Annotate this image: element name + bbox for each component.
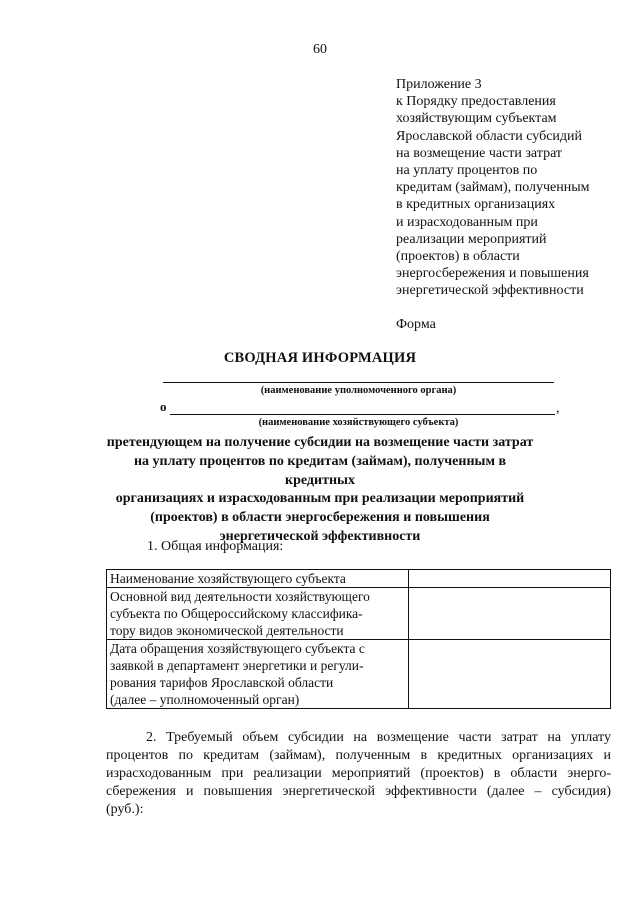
form-label: Форма: [396, 317, 436, 332]
entity-comma: ,: [556, 401, 560, 416]
section-2-paragraph: [106, 729, 611, 819]
table-cell-value: [409, 570, 611, 588]
cell-line: Наименование хозяйствующего субъекта: [110, 571, 346, 586]
authority-name-caption: (наименование уполномоченного органа): [260, 385, 457, 396]
appendix-line: (проектов) в области: [396, 249, 520, 265]
cell-line: тору видов экономической деятельности: [110, 623, 344, 638]
appendix-line: Приложение 3: [396, 77, 482, 92]
subtitle-line: на уплату процентов по кредитам (займам), полученным в кредитных: [133, 453, 507, 488]
cell-line: Дата обращения хозяйствующего субъекта с: [110, 641, 365, 656]
document-title: СВОДНАЯ ИНФОРМАЦИЯ: [223, 350, 417, 366]
cell-line: субъекта по Общероссийскому классифика-: [110, 606, 363, 621]
paragraph-line: израсходованным при реализации мероприятий (проектов) в области энерго-: [106, 766, 611, 781]
table-cell-value: [409, 640, 611, 709]
subtitle-line: претендующем на получение субсидии на возмещение части затрат: [106, 435, 534, 450]
paragraph-line: сбережения и повышения энергетической эффективности (далее – субсидия): [106, 784, 611, 799]
subtitle-line: организациях и израсходованным при реализации мероприятий: [115, 491, 525, 507]
document-subtitle: [104, 434, 536, 547]
appendix-line: энергосбережения и повышения: [396, 266, 589, 282]
appendix-line: хозяйствующим субъектам: [396, 111, 557, 127]
section-1-heading: 1. Общая информация:: [147, 539, 284, 554]
entity-name-caption: (наименование хозяйствующего субъекта): [258, 417, 459, 428]
table-cell-label: [107, 570, 409, 588]
entity-name-line: [170, 414, 555, 415]
cell-line: (далее – уполномоченный орган): [110, 692, 300, 707]
appendix-line: на уплату процентов по: [396, 163, 538, 179]
appendix-line: на возмещение части затрат: [396, 145, 563, 161]
appendix-line: в кредитных организациях: [396, 197, 556, 213]
appendix-line: к Порядку предоставления: [396, 94, 556, 110]
cell-line: заявкой в департамент энергетики и регули-: [110, 658, 364, 673]
general-info-table: [106, 569, 611, 709]
table-row: [107, 640, 611, 709]
table-row: [107, 588, 611, 640]
paragraph-line: процентов по кредитам (займам), полученным в кредитных организациях и: [106, 748, 611, 763]
subtitle-line: энергетической эффективности: [219, 528, 421, 544]
appendix-line: и израсходованным при: [396, 214, 538, 230]
paragraph-line: 2. Требуемый объем субсидии на возмещение части затрат на уплату: [146, 730, 611, 745]
appendix-line: кредитам (займам), полученным: [396, 180, 590, 196]
authority-name-line: [163, 382, 554, 383]
appendix-line: реализации мероприятий: [396, 231, 547, 247]
cell-line: Основной вид деятельности хозяйствующего: [110, 589, 370, 604]
paragraph-line: (руб.):: [106, 802, 144, 817]
table-row: [107, 570, 611, 588]
table-cell-value: [409, 588, 611, 640]
entity-prefix: о: [160, 399, 167, 414]
table-cell-label: [107, 640, 409, 709]
table-cell-label: [107, 588, 409, 640]
appendix-line: Ярославской области субсидий: [396, 128, 583, 144]
appendix-block: [396, 76, 590, 300]
cell-line: рования тарифов Ярославской области: [110, 675, 334, 690]
subtitle-line: (проектов) в области энергосбережения и повышения: [150, 510, 490, 526]
appendix-line: энергетической эффективности: [396, 283, 584, 299]
page-number: 60: [313, 42, 327, 57]
